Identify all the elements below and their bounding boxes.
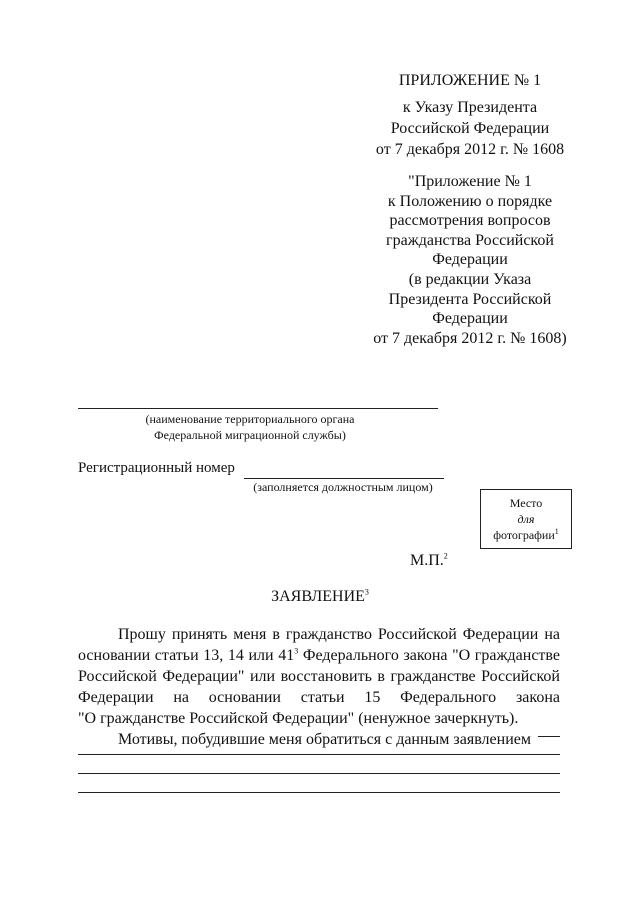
statement-p1-line-4: Федерации на основании статьи 15 Федерального закона (78, 689, 560, 706)
appendix-line-3: рассмотрения вопросов (389, 212, 551, 230)
statement-p1-line-1: Прошу принять меня в гражданство Российской Федерации на (118, 626, 560, 643)
appendix-line-7: Президента Российской (388, 290, 552, 308)
motives-fill-line-3[interactable] (78, 792, 560, 793)
authority-caption (60, 411, 440, 443)
header-line-3: от 7 декабря 2012 г. № 1608 (375, 141, 565, 158)
photo-box-line-1: Место (509, 496, 543, 510)
appendix-line-5: Федерации (432, 251, 508, 269)
appendix-line-2: к Положению о порядке (387, 192, 553, 210)
appendix-line-1: "Приложение № 1 (408, 173, 532, 190)
photo-box-line-3: фотографии$^1$ (493, 527, 559, 542)
statement-p1-line-2: основании статьи 13, 14 или $41^3$ Федерального закона "О гражданстве (78, 646, 560, 664)
appendix-line-8: Федерации (432, 310, 508, 328)
header-title: ПРИЛОЖЕНИЕ № 1 (398, 72, 542, 89)
statement-title: ЗАЯВЛЕНИЕ$^3$ (271, 587, 369, 605)
statement-body (78, 624, 560, 750)
motives-fill-line-2[interactable] (78, 773, 560, 774)
registration-caption: (заполняется должностным лицом) (253, 480, 433, 494)
photo-box-line-2: для (517, 512, 535, 526)
header-line-2: Российской Федерации (390, 120, 550, 137)
appendix-line-6: (в редакции Указа (408, 270, 532, 288)
seal-label: М.П.$^2$ (410, 551, 448, 569)
motives-fill-line-inline[interactable] (538, 736, 560, 737)
authority-fill-line[interactable] (78, 408, 438, 409)
header-block (360, 70, 580, 160)
motives-fill-line-1[interactable] (78, 754, 560, 755)
header-line-1: к Указу Президента (402, 99, 538, 116)
photo-box (480, 489, 572, 549)
statement-p1-line-5: "О гражданстве Российской Федерации" (ненужное зачеркнуть). (78, 710, 519, 727)
appendix-block (360, 172, 580, 348)
registration-label: Регистрационный номер (78, 460, 235, 476)
statement-p1-line-3: Российской Федерации" или восстановить в гражданстве Российской (78, 668, 560, 685)
statement-p2-line-1: Мотивы, побудившие меня обратиться с данным заявлением (118, 731, 531, 748)
footnote-2: 2 (443, 551, 448, 561)
footnote-3: 3 (364, 587, 369, 597)
appendix-line-4: гражданства Российской (386, 231, 554, 249)
registration-fill-line[interactable] (244, 478, 444, 479)
authority-caption-line-2: Федеральной миграционной службы) (154, 428, 346, 442)
footnote-1: 1 (554, 527, 559, 536)
authority-caption-line-1: (наименование территориального органа (145, 412, 355, 426)
appendix-line-9: от 7 декабря 2012 г. № 1608) (373, 329, 567, 347)
